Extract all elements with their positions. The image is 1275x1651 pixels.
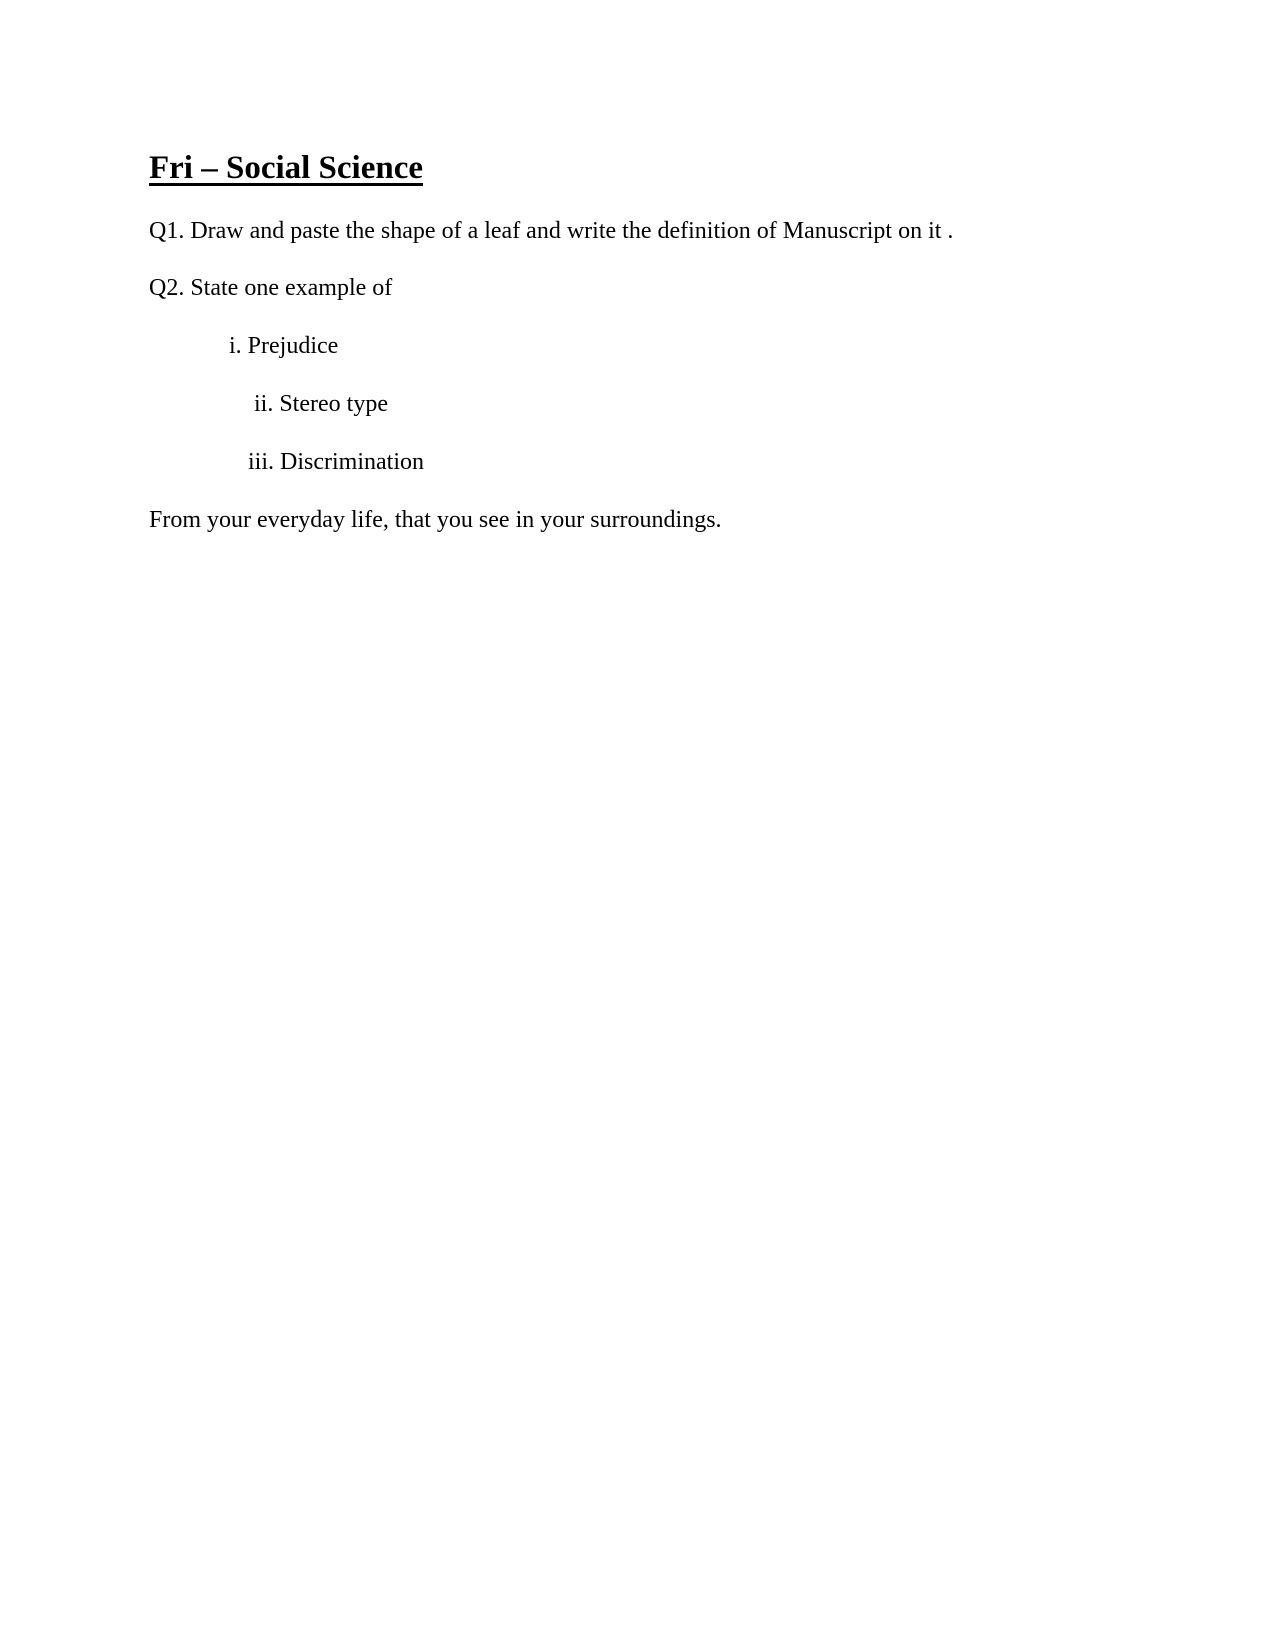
page-title: Fri – Social Science — [149, 150, 424, 186]
question-1: Q1. Draw and paste the shape of a leaf and write the definition of Manuscript on it . — [149, 218, 954, 244]
question-2: Q2. State one example of — [149, 275, 393, 301]
list-item-prejudice: i. Prejudice — [229, 333, 339, 359]
list-item-stereotype: ii. Stereo type — [254, 391, 388, 417]
list-item-discrimination: iii. Discrimination — [248, 449, 424, 475]
closing-instruction: From your everyday life, that you see in your surroundings. — [149, 507, 722, 533]
